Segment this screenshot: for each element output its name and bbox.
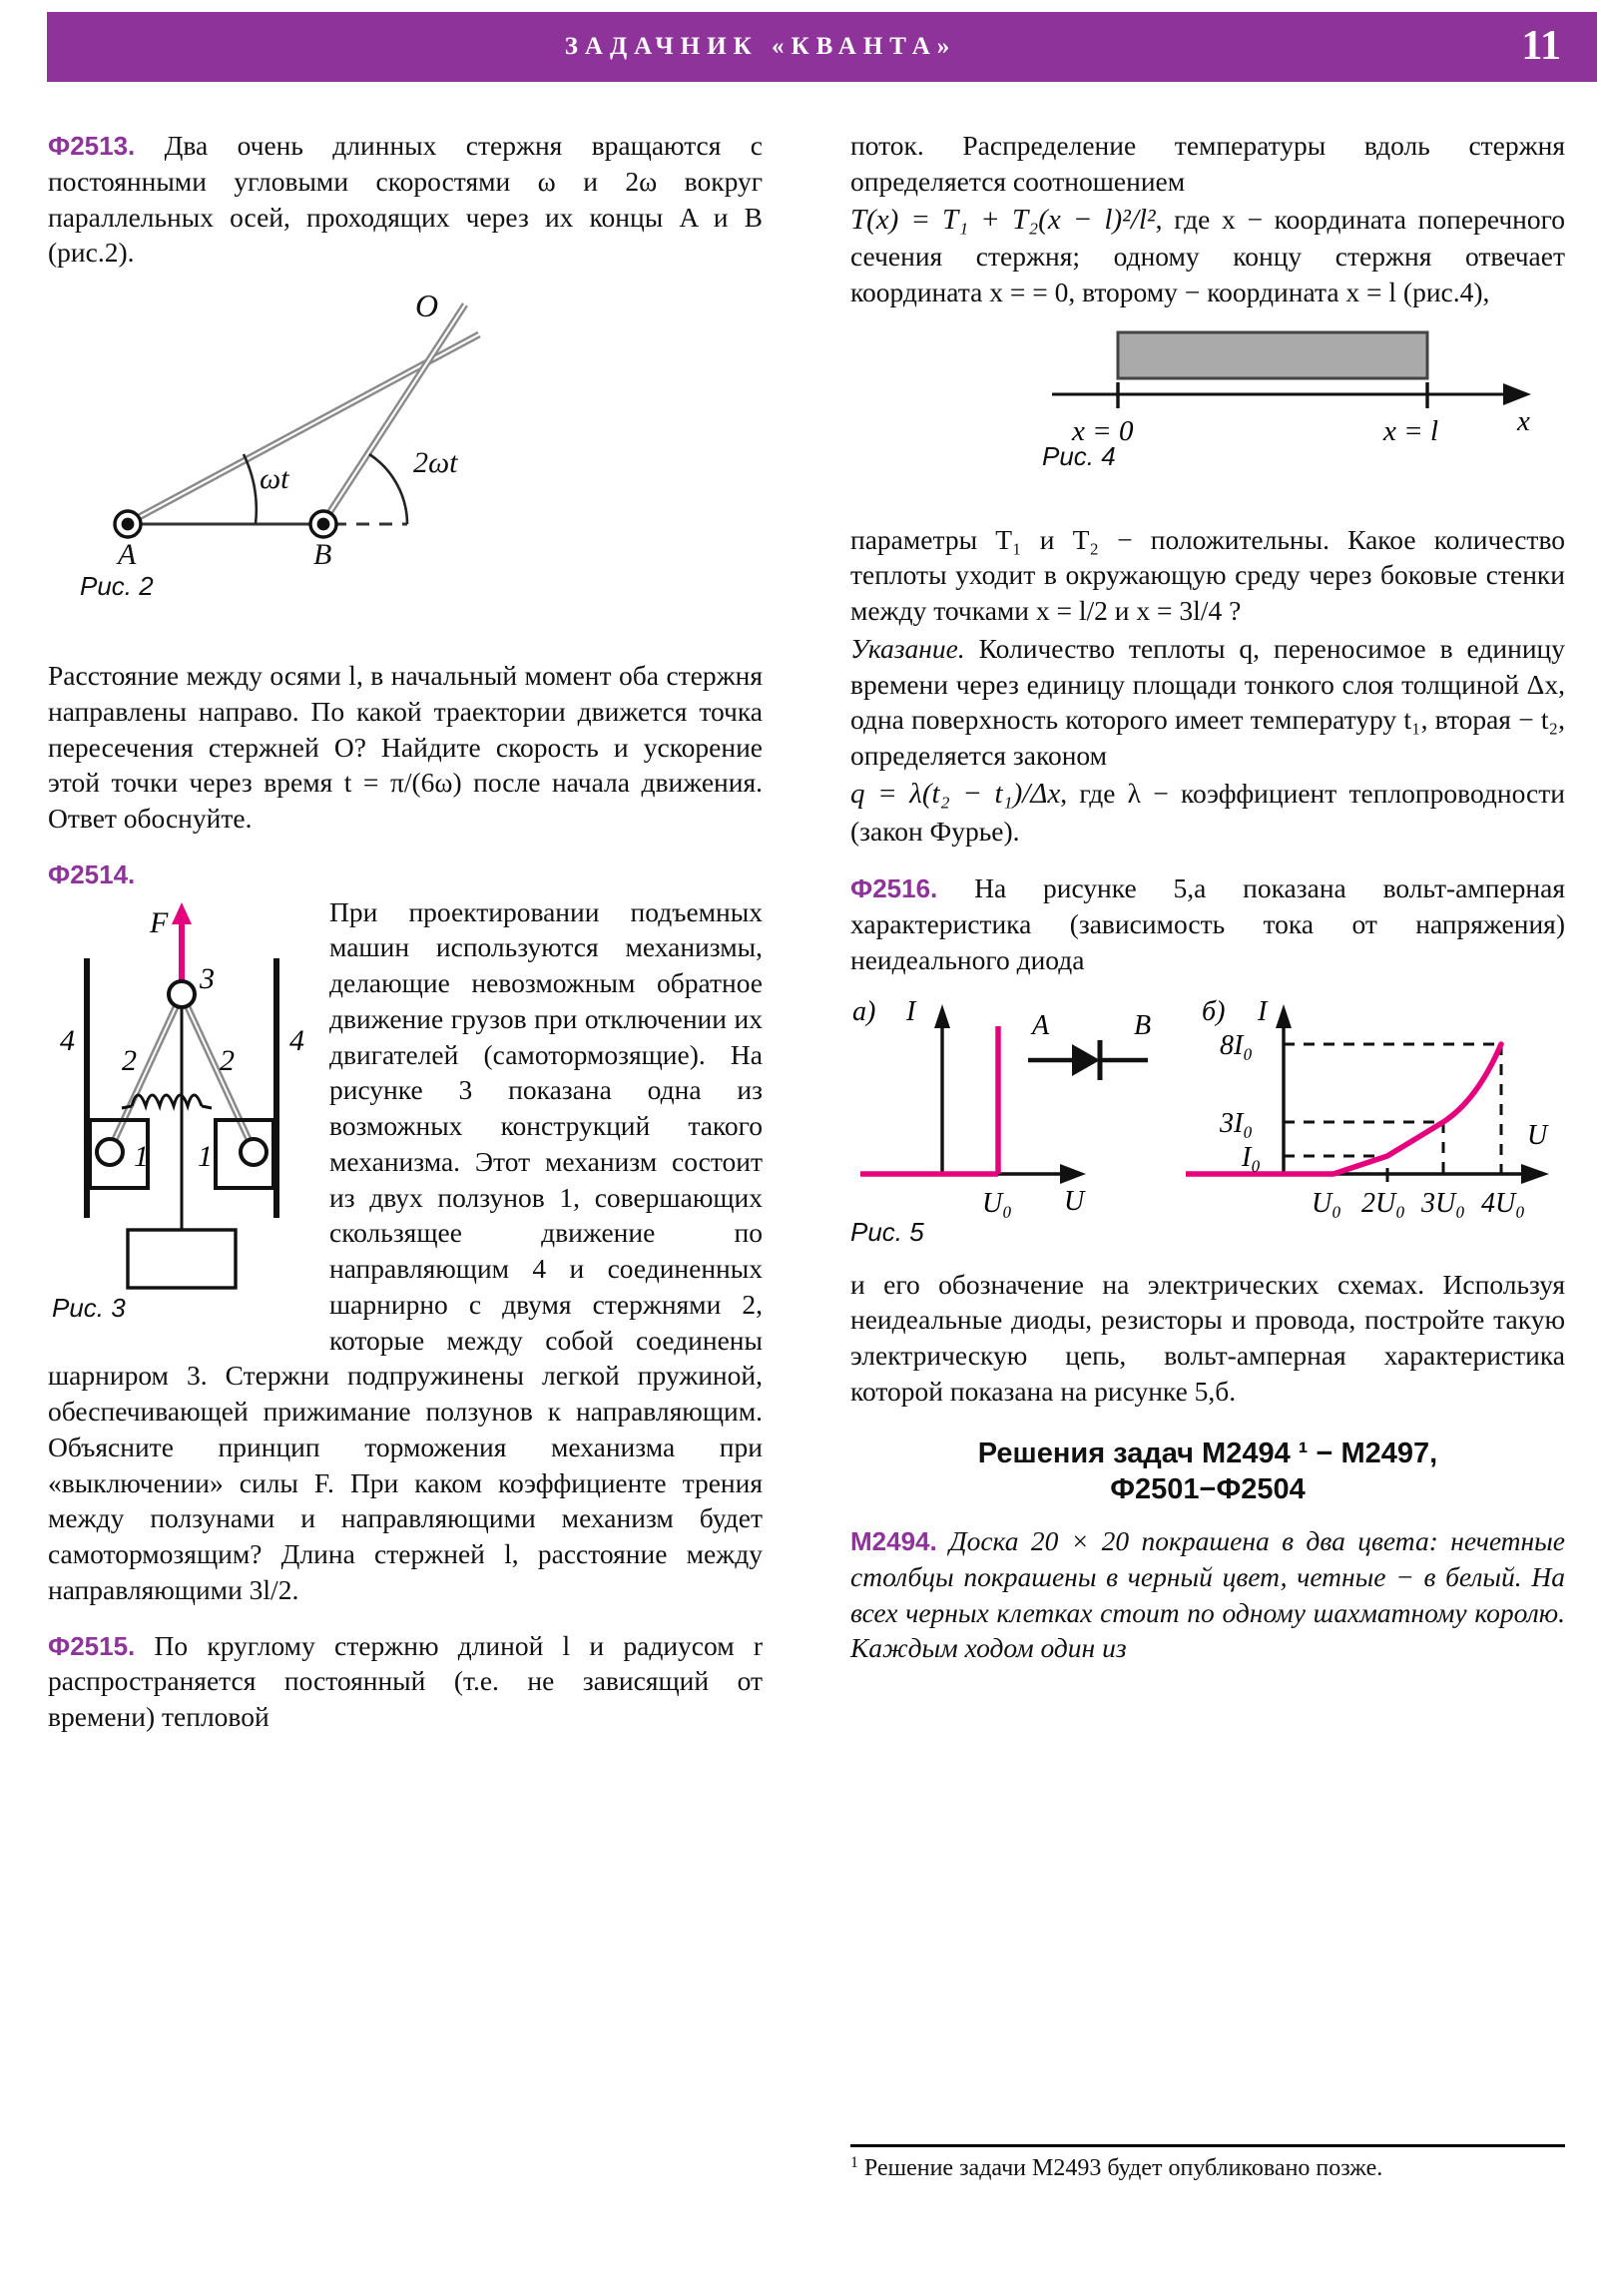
- figure-5b-x-tick-3U0: 3U₀: [1421, 1187, 1465, 1219]
- figure-2-label-A: A: [118, 538, 137, 572]
- figure-5b-x-axis-label: U: [1527, 1119, 1548, 1151]
- right-column: [850, 128, 1565, 1668]
- footnote-marker: 1: [850, 2154, 858, 2171]
- problem-2515-text: По круглому стержню длиной l и радиусом r распространяется постоянный (т.е. не зависящий от времени) тепловой: [48, 1629, 763, 1733]
- figure-2-label-angle2: 2ωt: [413, 446, 458, 480]
- page-number: 11: [1521, 23, 1561, 69]
- figure-2-label-B: B: [313, 538, 332, 572]
- problem-2513-number: Ф2513.: [48, 131, 136, 161]
- figure-5a-x-axis-label: U: [1064, 1185, 1085, 1217]
- problem-2514: [48, 857, 763, 892]
- problem-2516: [850, 870, 1565, 977]
- right-after-fig4-text: параметры T₁ и T₂ − положительны. Какое количество теплоты уходит в окружающую среду через боковые стенки между точками x = l/2 и x = 3l/4 ?: [850, 523, 1565, 627]
- figure-3-label-rod-right: 2: [220, 1043, 235, 1077]
- formula-temperature: T(x) = T₁ + T₂(x − l)²/l²: [850, 203, 1156, 236]
- figure-5b-y-tick-3I0: 3I₀: [1220, 1107, 1254, 1139]
- figure-2-label-O: O: [415, 287, 439, 324]
- figure-3: [48, 898, 315, 1328]
- solution-m2494: [850, 1523, 1565, 1666]
- figure-5b-y-tick-8I0: 8I₀: [1220, 1029, 1254, 1061]
- problem-2515-number: Ф2515.: [48, 1630, 136, 1661]
- figure-3-label-slider-left: 1: [134, 1139, 149, 1173]
- hint-text: Количество теплоты q, переносимое в единицу времени через единицу площади тонкого слоя толщиной Δx, одна поверхность которого имеет температуру t₁, вторая − t₂, определяется законом: [850, 632, 1566, 772]
- figure-3-label-guide-left: 4: [60, 1023, 75, 1057]
- figure-3-label-rod-left: 2: [122, 1043, 137, 1077]
- figure-3-caption: Рис. 3: [52, 1292, 126, 1323]
- problem-2516-text-after: и его обозначение на электрических схемах. Используя неидеальные диоды, резисторы и провода, постройте такую электрическую цепь, вольт-амперная характеристика которой показана на рисунке 5,б.: [850, 1268, 1565, 1407]
- figure-5b-y-axis-label: I: [1258, 995, 1268, 1027]
- figure-4: [850, 318, 1565, 498]
- footnote-rule: [850, 2144, 1565, 2147]
- figure-3-drawing: [48, 898, 315, 1298]
- formula-q-tail: , где λ − коэффициент теплопроводности (закон Фурье).: [850, 777, 1565, 847]
- solution-m2494-number: М2494.: [850, 1526, 937, 1557]
- solution-m2494-text: Доска 20 × 20 покрашена в два цвета: нечетные столбцы покрашены в черный цвет, четные − в белый. На всех черных клетках стоит по одному шахматному королю. Каждым ходом один из: [850, 1525, 1566, 1664]
- formula-q: q = λ(t₂ − t₁)/Δx: [850, 777, 1061, 810]
- figure-4-label-right: x = l: [1383, 414, 1438, 447]
- solutions-heading: [850, 1435, 1565, 1508]
- problem-2516-text-before: На рисунке 5,а показана вольт-амперная характеристика (зависимость тока от напряжения) неидеального диода: [850, 872, 1565, 975]
- problem-2513-text-part2: Расстояние между осями l, в начальный момент оба стержня направлены направо. По какой траектории движется точка пересечения стержней O? Найдите скорость и ускорение этой точки через время t = π/(6ω) после начала движения. Ответ обоснуйте.: [48, 660, 763, 835]
- figure-5-panel-a-label: а): [852, 995, 876, 1027]
- hint-label: Указание.: [850, 632, 965, 664]
- left-column: [48, 128, 763, 1737]
- figure-5a-y-axis-label: I: [906, 995, 916, 1027]
- figure-3-label-slider-right: 1: [198, 1139, 213, 1173]
- figure-2-caption: Рис. 2: [80, 571, 154, 602]
- formula-temperature-tail: , где x − координата поперечного сечения стержня; одному концу стержня отвечает координата x = = 0, второму − координата x = l (рис.4),: [850, 203, 1565, 307]
- figure-2-label-angle1: ωt: [260, 462, 289, 496]
- solutions-heading-line-2: Ф2501−Ф2504: [1110, 1472, 1306, 1505]
- figure-5-diode-label-a: A: [1032, 1009, 1050, 1041]
- figure-2-drawing: [48, 277, 763, 596]
- problem-2513: [48, 128, 763, 271]
- formula-temperature-line: [850, 202, 1565, 310]
- figure-5b-y-tick-I0: I₀: [1242, 1141, 1262, 1173]
- figure-5: [850, 988, 1565, 1253]
- problem-2516-number: Ф2516.: [850, 873, 938, 904]
- solutions-heading-line-1: Решения задач М2494 ¹ − М2497,: [977, 1436, 1438, 1469]
- figure-4-drawing: [850, 318, 1565, 468]
- figure-5-diode-label-b: B: [1134, 1009, 1152, 1041]
- footnote-text: Решение задачи М2493 будет опубликовано позже.: [863, 2155, 1383, 2182]
- right-continuation-text: поток. Распределение температуры вдоль стержня определяется соотношением: [850, 130, 1565, 197]
- figure-3-label-force: F: [150, 905, 169, 939]
- footnote-area: [850, 2144, 1565, 2184]
- problem-2513-text-part1: Два очень длинных стержня вращаются с постоянными угловыми скоростями ω и 2ω вокруг параллельных осей, проходящих через их концы A и B (рис.2).: [48, 130, 763, 269]
- figure-4-caption: Рис. 4: [1042, 440, 1116, 471]
- figure-5-panel-b-label: б): [1202, 995, 1226, 1027]
- figure-5b-x-tick-2U0: 2U₀: [1361, 1187, 1405, 1219]
- figure-3-label-joint: 3: [200, 961, 215, 995]
- figure-4-label-left: x = 0: [1072, 414, 1134, 447]
- footnote: [850, 2153, 1565, 2184]
- problem-2514-text: При проектировании подъемных машин используются механизмы, делающие невозможным обратное движение грузов при отключении их двигателей (самотормозящие). На рисунке 3 показана одна из возможных конструкций такого механизма. Этот механизм состоит из двух ползунов 1, совершающих скользящее движение по направляющим 4 и соединенных шарнирно с двумя стержнями 2, которые между собой соединены шарниром 3. Стержни подпружинены легкой пружиной, обеспечивающей прижимание ползунов к направляющим. Объясните принцип торможения механизма при «выключении» силы F. При каком коэффициенте трения между ползунами и направляющими механизм будет самотормозящим? Длина стержней l, расстояние между направляющими 3l/2.: [48, 895, 763, 1605]
- figure-5a-x-tick: U₀: [982, 1187, 1012, 1219]
- figure-5-drawing: [850, 988, 1565, 1238]
- page-header-band: [47, 12, 1597, 82]
- figure-4-label-axis: x: [1517, 404, 1530, 437]
- formula-q-line: [850, 776, 1565, 849]
- figure-5b-x-tick-U0: U₀: [1312, 1187, 1341, 1219]
- figure-5-caption: Рис. 5: [850, 1216, 924, 1247]
- hint-paragraph: [850, 631, 1565, 774]
- problem-2515: [48, 1628, 763, 1735]
- page-header-title: ЗАДАЧНИК «КВАНТА»: [564, 33, 957, 60]
- figure-3-label-guide-right: 4: [289, 1023, 304, 1057]
- figure-5b-x-tick-4U0: 4U₀: [1481, 1187, 1525, 1219]
- figure-2: [48, 277, 763, 636]
- problem-2514-number: Ф2514.: [48, 859, 136, 889]
